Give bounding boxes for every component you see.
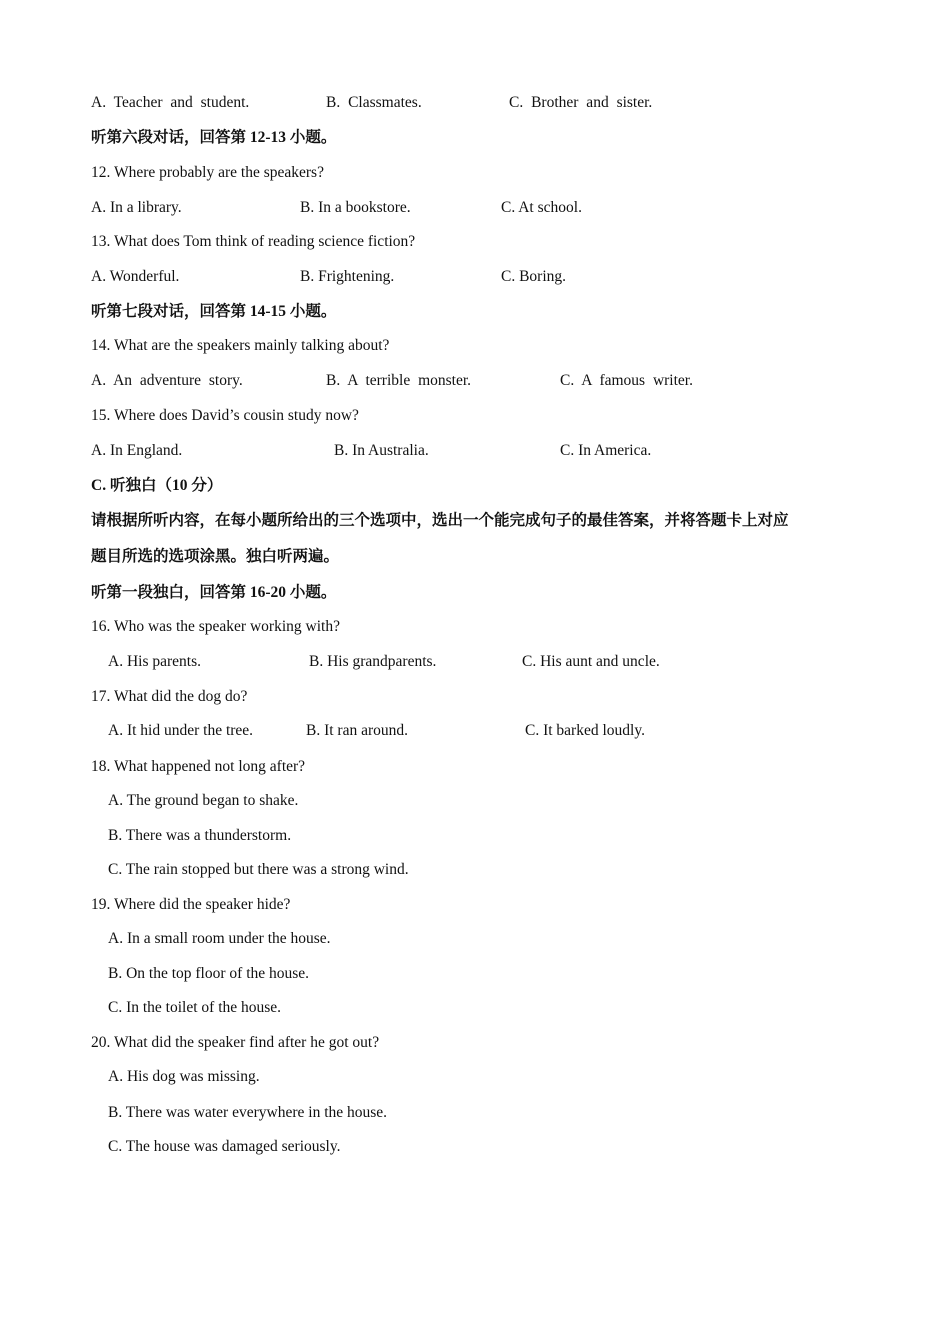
question-line bbox=[0, 162, 950, 184]
option-choice: C. The rain stopped but there was a strong wind. bbox=[108, 861, 409, 878]
section-heading: 题目所选的选项涂黑。独白听两遍。 bbox=[91, 548, 340, 565]
question-text: 14. What are the speakers mainly talking about? bbox=[91, 337, 390, 354]
question-text: 19. Where did the speaker hide? bbox=[91, 896, 291, 913]
option-row bbox=[0, 197, 950, 219]
heading-line bbox=[0, 546, 950, 568]
option-line bbox=[0, 928, 950, 950]
question-text: 13. What does Tom think of reading science fiction? bbox=[91, 233, 416, 250]
option-line bbox=[0, 790, 950, 812]
question-text: 16. Who was the speaker working with? bbox=[91, 618, 340, 635]
question-line bbox=[0, 335, 950, 357]
option-choice: B. There was water everywhere in the house. bbox=[108, 1104, 388, 1121]
option-row bbox=[0, 720, 950, 742]
option-choice: C. Brother and sister. bbox=[509, 94, 653, 111]
section-heading: 听第七段对话，回答第 14-15 小题。 bbox=[91, 303, 337, 320]
option-choice: B. It ran around. bbox=[306, 722, 409, 739]
option-line bbox=[0, 963, 950, 985]
option-choice: B. Frightening. bbox=[300, 268, 395, 285]
option-choice: B. Classmates. bbox=[326, 94, 422, 111]
option-choice: B. There was a thunderstorm. bbox=[108, 827, 292, 844]
option-choice: B. A terrible monster. bbox=[326, 372, 472, 389]
question-line bbox=[0, 686, 950, 708]
question-text: 15. Where does David’s cousin study now? bbox=[91, 407, 359, 424]
option-choice: C. Boring. bbox=[501, 268, 567, 285]
section-heading: C. 听独白（10 分） bbox=[91, 477, 223, 494]
option-line bbox=[0, 1136, 950, 1158]
question-line bbox=[0, 231, 950, 253]
heading-line bbox=[0, 301, 950, 323]
heading-line bbox=[0, 475, 950, 497]
option-line bbox=[0, 825, 950, 847]
option-choice: B. His grandparents. bbox=[309, 653, 437, 670]
question-text: 20. What did the speaker find after he got out? bbox=[91, 1034, 380, 1051]
option-choice: A. It hid under the tree. bbox=[108, 722, 254, 739]
heading-line bbox=[0, 127, 950, 149]
option-choice: B. In Australia. bbox=[334, 442, 429, 459]
option-choice: A. Wonderful. bbox=[91, 268, 180, 285]
option-choice: A. In England. bbox=[91, 442, 183, 459]
heading-line bbox=[0, 582, 950, 604]
question-line bbox=[0, 1032, 950, 1054]
option-choice: C. At school. bbox=[501, 199, 582, 216]
option-row bbox=[0, 92, 950, 114]
option-choice: C. In the toilet of the house. bbox=[108, 999, 282, 1016]
option-row bbox=[0, 651, 950, 673]
option-choice: A. In a library. bbox=[91, 199, 182, 216]
option-choice: C. His aunt and uncle. bbox=[522, 653, 660, 670]
option-line bbox=[0, 997, 950, 1019]
option-choice: A. The ground began to shake. bbox=[108, 792, 299, 809]
option-choice: A. His parents. bbox=[108, 653, 201, 670]
option-choice: A. Teacher and student. bbox=[91, 94, 250, 111]
option-choice: A. An adventure story. bbox=[91, 372, 243, 389]
option-choice: A. In a small room under the house. bbox=[108, 930, 331, 947]
option-choice: C. The house was damaged seriously. bbox=[108, 1138, 341, 1155]
option-choice: A. His dog was missing. bbox=[108, 1068, 260, 1085]
option-choice: C. In America. bbox=[560, 442, 652, 459]
section-heading: 听第六段对话，回答第 12-13 小题。 bbox=[91, 129, 337, 146]
question-text: 18. What happened not long after? bbox=[91, 758, 306, 775]
option-row bbox=[0, 370, 950, 392]
option-row bbox=[0, 440, 950, 462]
question-line bbox=[0, 616, 950, 638]
option-choice: B. In a bookstore. bbox=[300, 199, 411, 216]
question-line bbox=[0, 756, 950, 778]
section-heading: 听第一段独白，回答第 16-20 小题。 bbox=[91, 584, 337, 601]
question-text: 12. Where probably are the speakers? bbox=[91, 164, 324, 181]
option-row bbox=[0, 266, 950, 288]
option-choice: B. On the top floor of the house. bbox=[108, 965, 310, 982]
section-heading: 请根据所听内容，在每小题所给出的三个选项中，选出一个能完成句子的最佳答案，并将答题卡上对应 bbox=[91, 512, 789, 529]
option-line bbox=[0, 1066, 950, 1088]
question-text: 17. What did the dog do? bbox=[91, 688, 248, 705]
option-choice: C. A famous writer. bbox=[560, 372, 693, 389]
question-line bbox=[0, 405, 950, 427]
question-line bbox=[0, 894, 950, 916]
option-choice: C. It barked loudly. bbox=[525, 722, 645, 739]
heading-line bbox=[0, 510, 950, 532]
option-line bbox=[0, 1102, 950, 1124]
option-line bbox=[0, 859, 950, 881]
